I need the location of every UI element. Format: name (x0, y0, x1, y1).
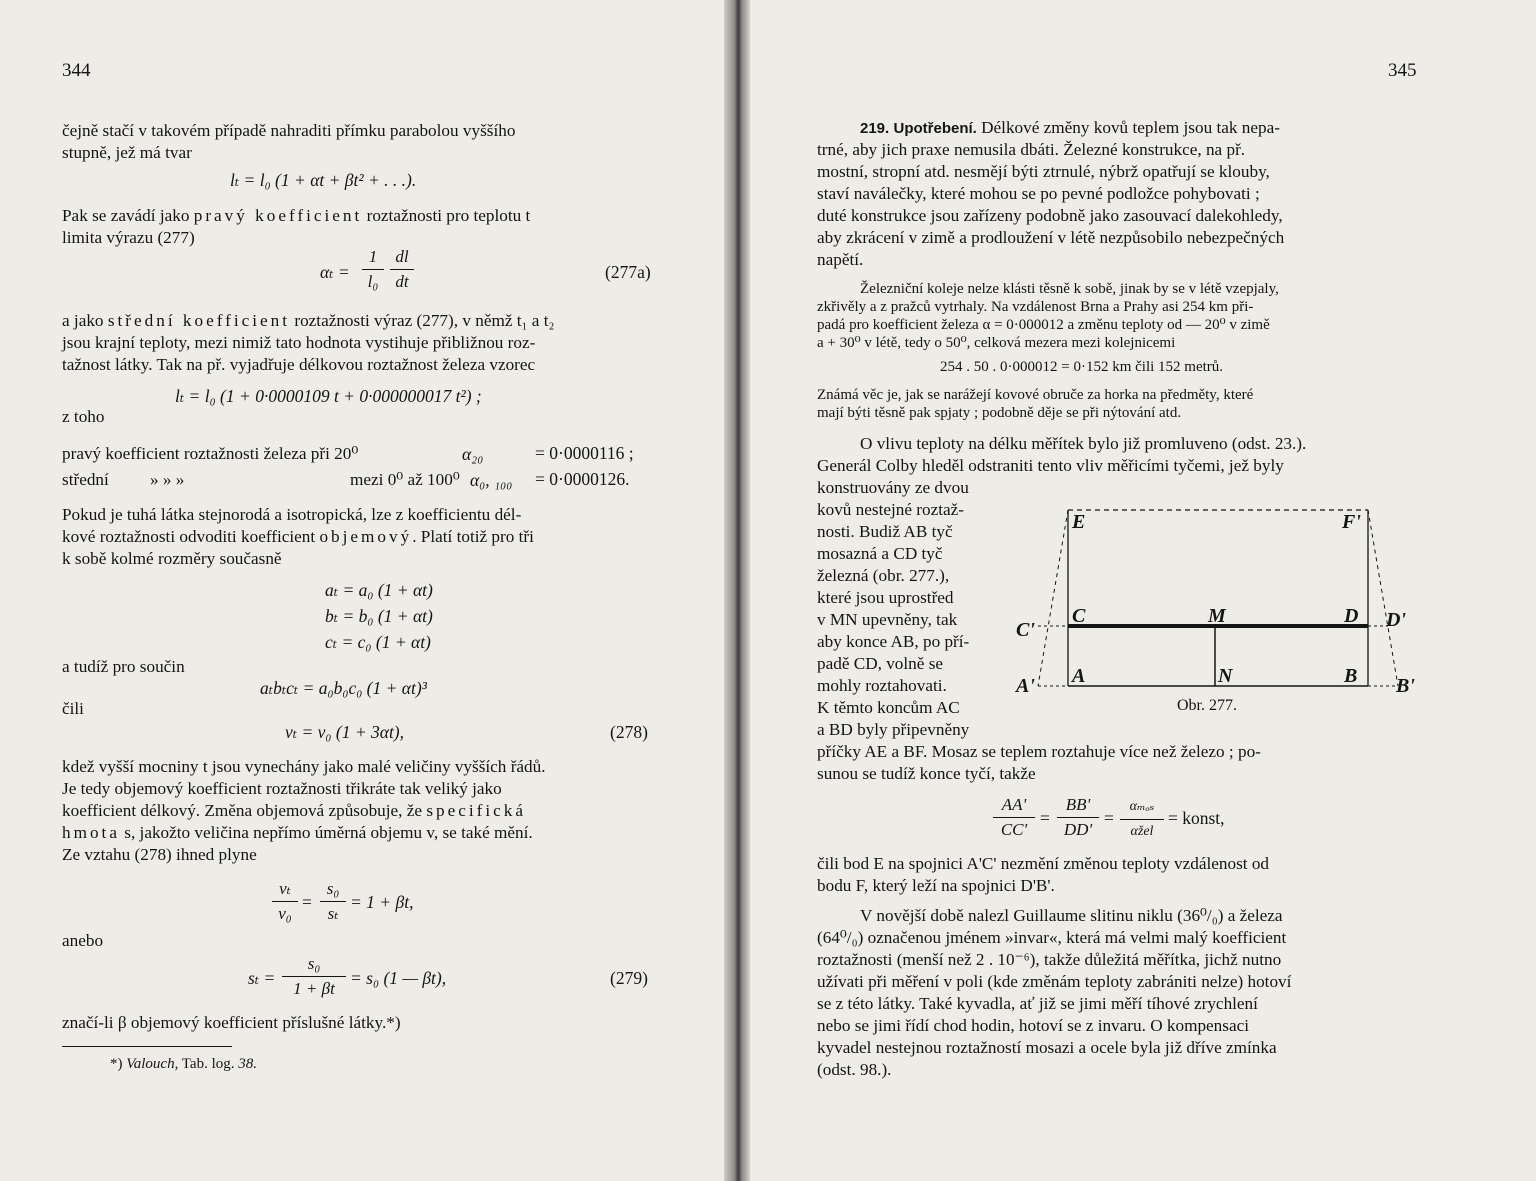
row-label: střední (62, 470, 109, 489)
equation-rest: = konst, (1168, 808, 1225, 828)
narrow-line: padě CD, volně se (817, 654, 944, 673)
narrow-line: kovů nestejné roztaž- (817, 500, 964, 519)
fraction: AA' CC' (993, 794, 1035, 841)
narrow-line: železná (obr. 277.), (817, 566, 950, 585)
row-symbol: α₀, ₁₀₀ (470, 470, 513, 490)
fig-label-A: A (1072, 665, 1086, 687)
paragraph-line: značí-li β objemový koefficient příslušné látky.*) (62, 1013, 401, 1032)
equation-c: cₜ = c₀ (1 + αt) (325, 632, 431, 652)
fig-label-B: B (1344, 665, 1358, 687)
fig-label-M: M (1208, 605, 1226, 627)
row-label: pravý koefficient roztažnosti železa při 20⁰ (62, 444, 359, 463)
paragraph-line: 219. Upotřebení. Délkové změny kovů teplem jsou tak nepa- (860, 118, 1280, 137)
text-cili: čili (62, 699, 84, 718)
row-symbol: α₂₀ (462, 444, 484, 464)
row-value: = 0·0000116 ; (535, 443, 634, 463)
paragraph-line: k sobě kolmé rozměry současně (62, 549, 282, 568)
paragraph-line: se z této látky. Také kyvadla, ať již se jimi měří tíhové zrychlení (817, 994, 1258, 1013)
row-range: mezi 0⁰ až 100⁰ (350, 470, 460, 489)
paragraph-line: užívati při měření v poli (kde změnám teploty zabrániti nelze) hotoví (817, 972, 1292, 991)
equation-279-rest: = s₀ (1 — βt), (350, 968, 447, 988)
paragraph-line: hmota s, jakožto veličina nepřímo úměrná objemu v, se také mění. (62, 823, 533, 842)
paragraph-line: Je tedy objemový koefficient roztažnosti třikráte tak veliký jako (62, 779, 502, 798)
equation-a: aₜ = a₀ (1 + αt) (325, 580, 433, 600)
paragraph-line: čejně stačí v takovém případě nahraditi přímku parabolou vyššího (62, 121, 516, 140)
fig-label-A-prime: A' (1016, 675, 1035, 697)
paragraph-line: (odst. 98.). (817, 1060, 892, 1079)
fraction: αₘₒₛ αžel (1120, 796, 1164, 843)
paragraph-line: sunou se tudíž konce tyčí, takže (817, 764, 1036, 783)
text-z-toho: z toho (62, 407, 105, 426)
equals-sign: = (1104, 808, 1114, 828)
paragraph-line: roztažnosti (menší než 2 . 10⁻⁶), takže důležitá měřítka, jichž nutno (817, 950, 1282, 969)
paragraph-line: kové roztažnosti odvoditi koefficient objemový. Platí totiž pro tři (62, 527, 534, 546)
fig-label-D: D (1344, 605, 1359, 627)
fig-label-D-prime: D' (1386, 609, 1406, 631)
equation-278: vₜ = v₀ (1 + 3αt), (285, 722, 405, 742)
page-number-right: 345 (1388, 60, 1417, 81)
fig-label-E: E (1072, 511, 1086, 533)
paragraph-line: V novější době nalezl Guillaume slitinu niklu (36⁰/₀) a železa (860, 906, 1283, 925)
small-paragraph-line: mají býti těsně pak spjaty ; podobně děje se při nýtování atd. (817, 405, 1182, 421)
fraction: dl dt (390, 246, 414, 293)
text-a-tudiz: a tudíž pro součin (62, 657, 185, 676)
narrow-line: v MN upevněny, tak (817, 610, 958, 629)
paragraph-line: Generál Colby hleděl odstraniti tento vliv měřicími tyčemi, jež byly (817, 456, 1284, 475)
fraction: vₜ v₀ (272, 878, 298, 925)
narrow-line: mohly roztahovati. (817, 676, 947, 695)
fig-label-C: C (1072, 605, 1086, 627)
footnote: *) Valouch, Tab. log. 38. (110, 1056, 257, 1072)
narrow-line: aby konce AB, po pří- (817, 632, 970, 651)
fraction: 1 l₀ (362, 246, 384, 293)
narrow-line: K těmto koncům AC (817, 698, 960, 717)
equation-iron-length: lₜ = l₀ (1 + 0·0000109 t + 0·000000017 t²) ; (175, 386, 482, 406)
fraction: s₀ sₜ (320, 878, 346, 925)
small-paragraph-line: Železniční koleje nelze klásti těsně k sobě, jinak by se v létě vzepjaly, (860, 281, 1279, 297)
equation-b: bₜ = b₀ (1 + αt) (325, 606, 433, 626)
fig-label-F: F' (1342, 511, 1361, 533)
paragraph-line: kyvadel nestejnou roztažností mosazi a ocele byla již dříve zmínka (817, 1038, 1277, 1057)
paragraph-line: a jako střední koefficient roztažnosti výraz (277), v němž t₁ a t₂ (62, 311, 555, 330)
equals-sign: = (1040, 808, 1050, 828)
small-paragraph-line: zkřivěly a z pražců vytrhaly. Na vzdálenost Brna a Prahy asi 254 km při- (817, 299, 1254, 315)
paragraph-line: Pak se zavádí jako pravý koefficient roztažnosti pro teplotu t (62, 206, 531, 225)
paragraph-line: konstruovány ze dvou (817, 478, 969, 497)
row-value: = 0·0000126. (535, 469, 630, 489)
paragraph-line: tažnost látky. Tak na př. vyjadřuje délkovou roztažnost železa vzorec (62, 355, 536, 374)
paragraph-line: Pokud je tuhá látka stejnorodá a isotropická, lze z koefficientu dél- (62, 505, 522, 524)
figure-caption: Obr. 277. (1177, 697, 1237, 714)
equation-tag: (278) (610, 722, 648, 742)
fig-label-N: N (1218, 665, 1233, 687)
paragraph-line: čili bod E na spojnici A'C' nezmění změnou teploty vzdálenost od (817, 854, 1270, 873)
book-gutter (724, 0, 750, 1181)
narrow-line: mosazná a CD tyč (817, 544, 943, 563)
equation-parabola: lₜ = l₀ (1 + αt + βt² + . . .). (230, 170, 417, 190)
equals-sign: = (302, 892, 312, 912)
equation-tag: (279) (610, 968, 648, 988)
equation-product: aₜbₜcₜ = a₀b₀c₀ (1 + αt)³ (260, 678, 427, 698)
section-heading: Upotřebení. (893, 120, 977, 137)
figure-277 (1016, 496, 1420, 716)
narrow-line: které jsou uprostřed (817, 588, 954, 607)
page-number-left: 344 (62, 60, 91, 81)
ditto-marks: » » » (150, 470, 185, 489)
small-equation: 254 . 50 . 0·000012 = 0·152 km čili 152 metrů. (940, 359, 1224, 375)
paragraph-line: příčky AE a BF. Mosaz se teplem roztahuje více než železo ; po- (817, 742, 1261, 761)
paragraph-line: trné, aby jich praxe nemusila dbáti. Železné konstrukce, na př. (817, 140, 1246, 159)
paragraph-line: O vlivu teploty na délku měřítek bylo již promluveno (odst. 23.). (860, 434, 1307, 453)
text-anebo: anebo (62, 931, 104, 950)
narrow-line: a BD byly připevněny (817, 720, 970, 739)
small-paragraph-line: a + 30⁰ v létě, tedy o 50⁰, celková mezera mezi kolejnicemi (817, 335, 1176, 351)
fig-label-B-prime: B' (1396, 675, 1415, 697)
paragraph-line: staví naválečky, které mohou se po pevné podložce pohybovati ; (817, 184, 1260, 203)
paragraph-line: jsou krajní teploty, mezi nimiž tato hodnota vystihuje přibližnou roz- (62, 333, 536, 352)
right-page (750, 0, 1536, 1181)
paragraph-line: napětí. (817, 250, 864, 269)
fig-label-C-prime: C' (1016, 619, 1035, 641)
footnote-rule (62, 1046, 232, 1047)
paragraph-line: mostní, stropní atd. nesmějí býti ztrnulé, nýbrž opatřují se klouby, (817, 162, 1270, 181)
paragraph-line: (64⁰/₀) označenou jménem »invar«, která má velmi malý koefficient (817, 928, 1287, 947)
equation-rest: = 1 + βt, (350, 892, 414, 912)
paragraph-line: limita výrazu (277) (62, 228, 195, 247)
paragraph-line: kdež vyšší mocniny t jsou vynechány jako malé veličiny vyšších řádů. (62, 757, 546, 776)
equation-279-lhs: sₜ = (248, 968, 276, 988)
paragraph-line: nebo se jimi řídí chod hodin, hotoví se z invaru. O kompensaci (817, 1016, 1249, 1035)
fraction: s₀ 1 + βt (282, 953, 346, 1000)
paragraph-line: koefficient délkový. Změna objemová způsobuje, že specifická (62, 801, 526, 820)
paragraph-line: stupně, jež má tvar (62, 143, 192, 162)
fraction: BB' DD' (1057, 794, 1099, 841)
small-paragraph-line: Známá věc je, jak se narážejí kovové obruče za horka na předměty, které (817, 387, 1254, 403)
narrow-line: nosti. Budiž AB tyč (817, 522, 953, 541)
left-page (0, 0, 725, 1181)
paragraph-line: aby zkrácení v zimě a prodloužení v létě nezpůsobilo nebezpečných (817, 228, 1285, 247)
equation-277a-lhs: αₜ = (320, 262, 350, 282)
paragraph-line: bodu F, který leží na spojnici D'B'. (817, 876, 1055, 895)
small-paragraph-line: padá pro koefficient železa α = 0·000012 a změnu teploty od — 20⁰ v zimě (817, 317, 1270, 333)
equation-tag: (277a) (605, 262, 651, 282)
paragraph-line: Ze vztahu (278) ihned plyne (62, 845, 257, 864)
paragraph-line: duté konstrukce jsou zařízeny podobně jako zasouvací dalekohledy, (817, 206, 1283, 225)
